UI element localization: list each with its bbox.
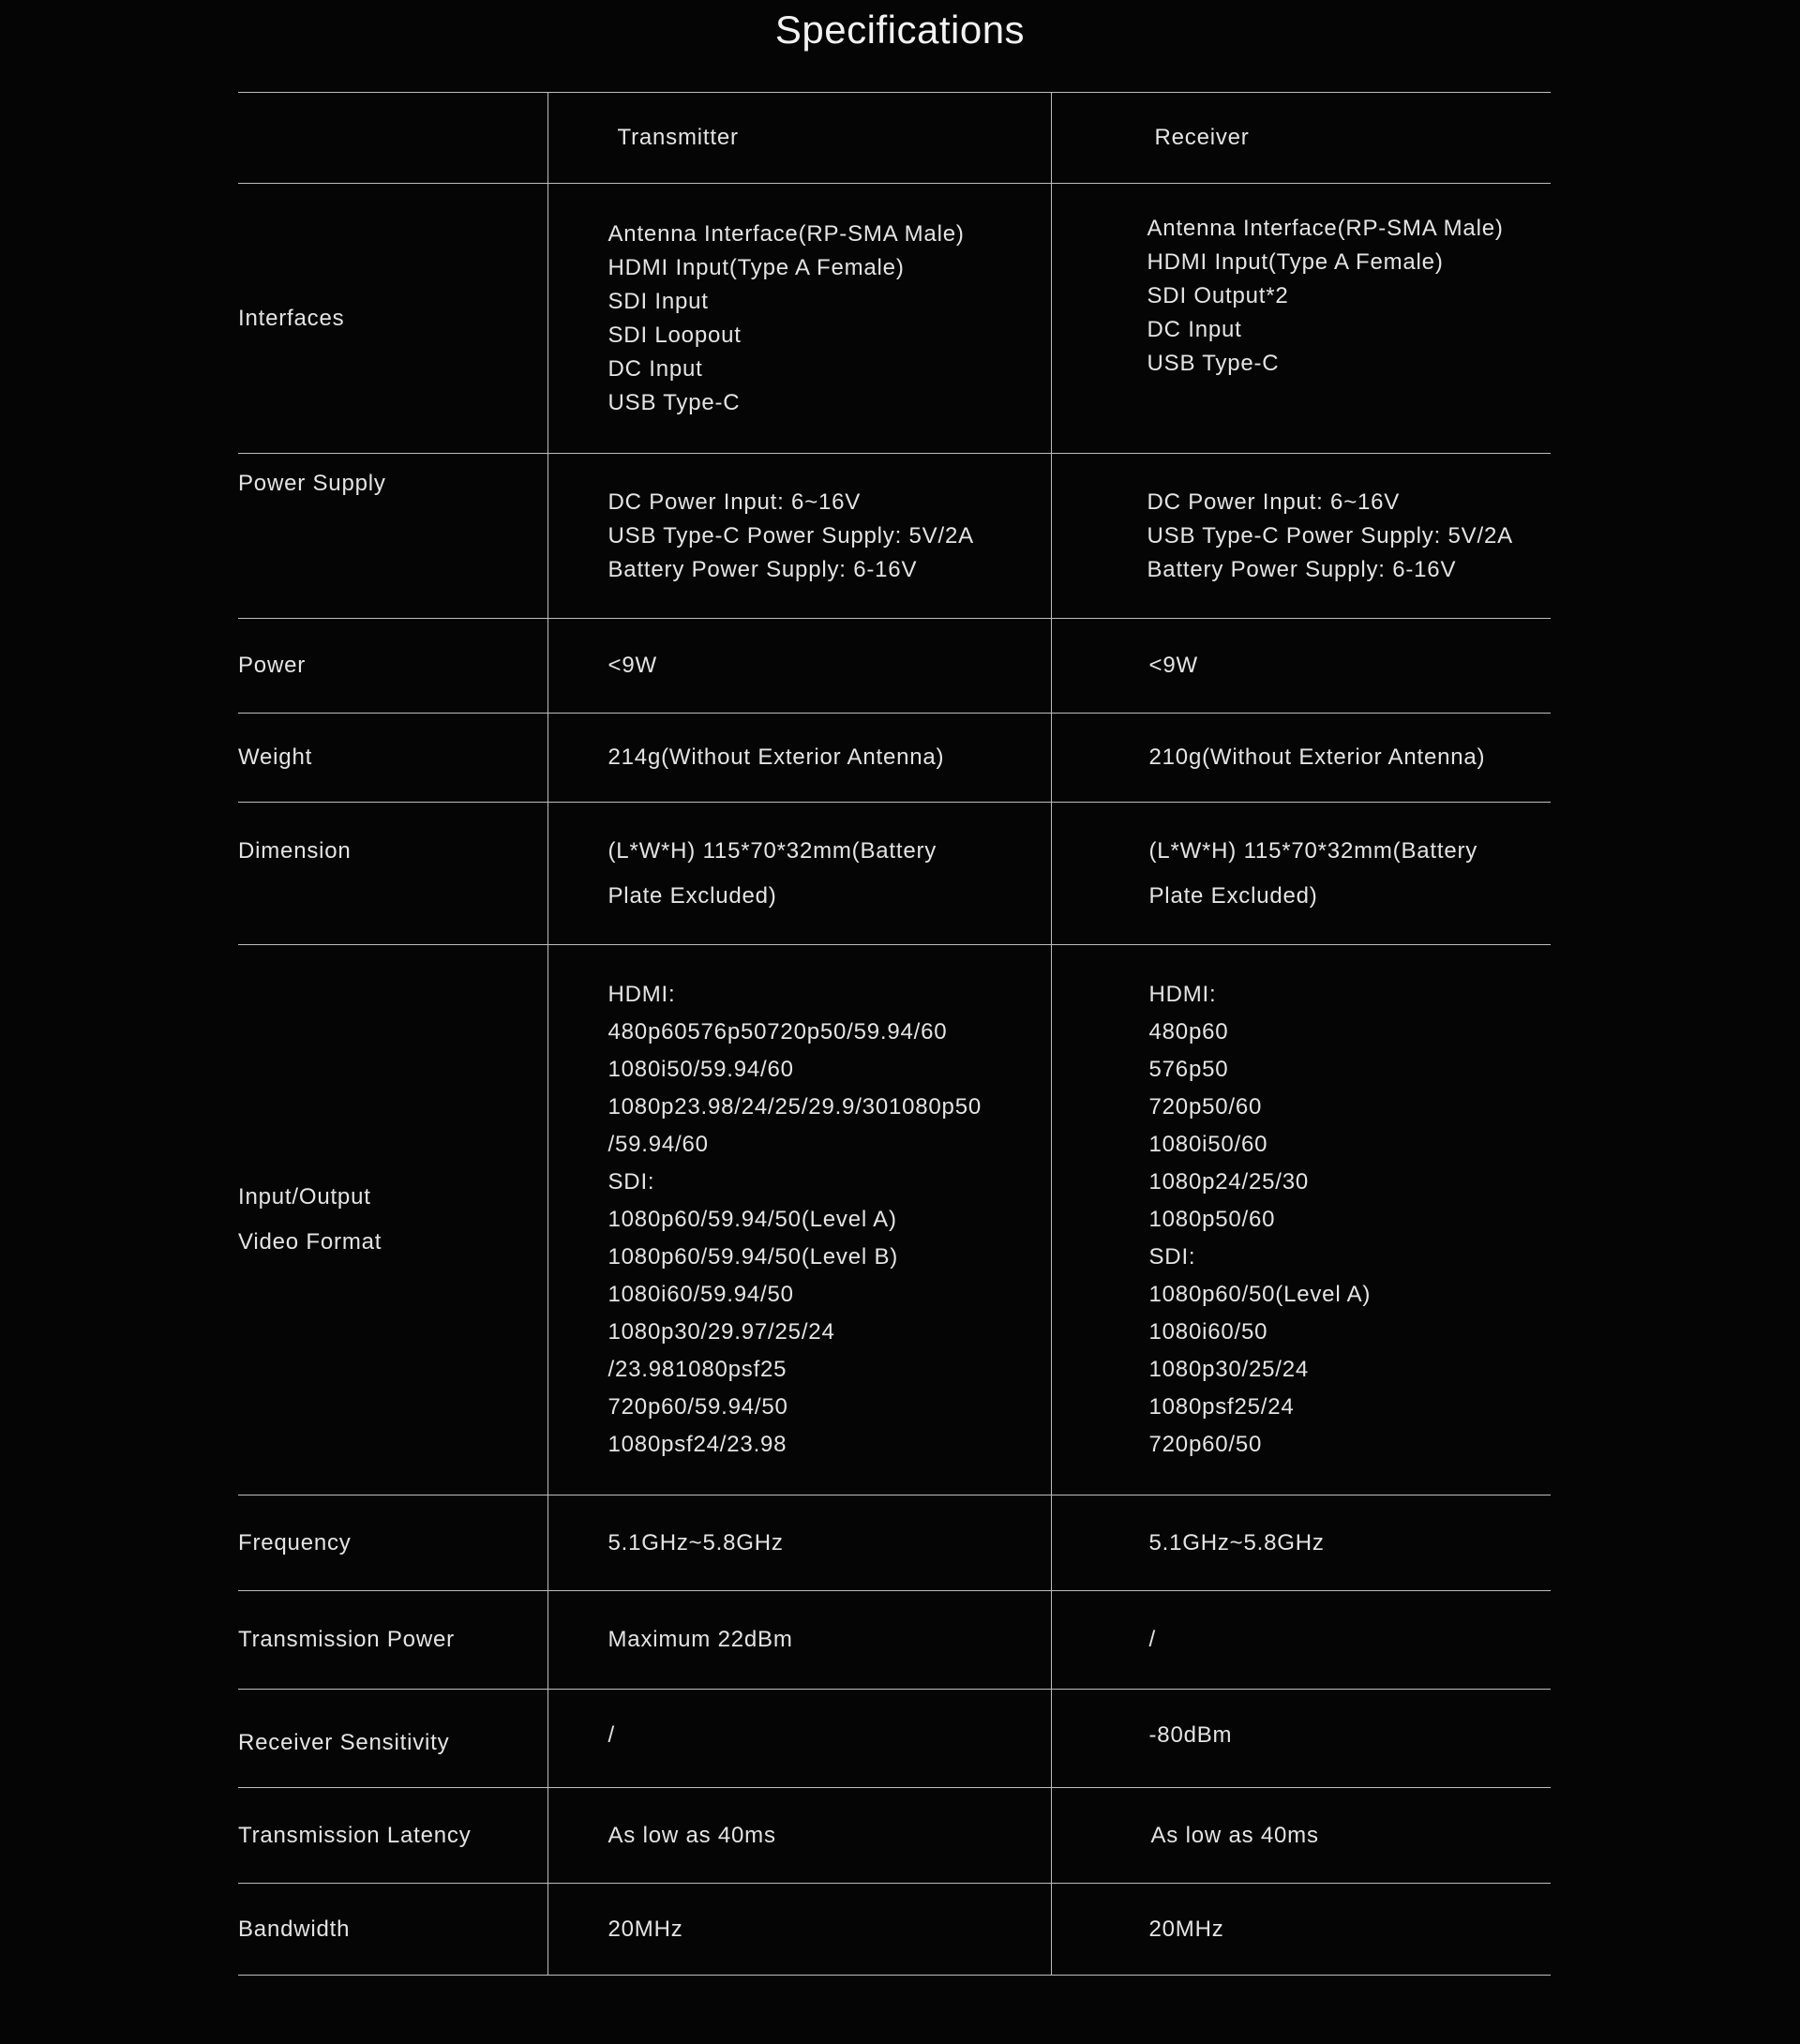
row-label-video-format	[238, 945, 548, 1495]
header-empty-cell	[238, 93, 548, 184]
list-item: HDMI:	[608, 982, 676, 1007]
list-item: 576p50	[1148, 1057, 1229, 1082]
row-label-dimension: Dimension	[238, 803, 548, 945]
list-item: 1080p60/59.94/50(Level B)	[608, 1244, 899, 1270]
list-item: 480p60	[1148, 1019, 1229, 1045]
row-label-transmission-latency: Transmission Latency	[238, 1788, 548, 1884]
cell-receiver-weight: 210g(Without Exterior Antenna)	[1051, 714, 1551, 803]
page-title: Specifications	[774, 8, 1026, 52]
list-item: (L*W*H) 115*70*32mm(Battery	[608, 837, 938, 864]
cell-transmitter-video-format	[548, 945, 1051, 1495]
row-label-line: Input/Output	[238, 1184, 371, 1210]
cell-receiver-frequency: 5.1GHz~5.8GHz	[1051, 1495, 1551, 1591]
row-label-interfaces: Interfaces	[238, 184, 548, 454]
row-label-weight: Weight	[238, 714, 548, 803]
table-row-interfaces	[238, 184, 1551, 454]
list-item: 1080p30/29.97/25/24	[608, 1319, 835, 1345]
cell-receiver-power: <9W	[1051, 619, 1551, 714]
table-row-weight	[238, 714, 1551, 803]
list-item: DC Input	[1147, 317, 1242, 342]
cell-transmitter-interfaces	[548, 184, 1051, 454]
cell-receiver-interfaces	[1051, 184, 1551, 454]
list-item: 720p60/50	[1148, 1432, 1263, 1457]
cell-receiver-video-format	[1051, 945, 1551, 1495]
table-row-dimension	[238, 803, 1551, 945]
cell-transmitter-power: <9W	[548, 619, 1051, 714]
cell-receiver-dimension	[1051, 803, 1551, 945]
row-label-power: Power	[238, 619, 548, 714]
list-item: 1080i60/59.94/50	[608, 1282, 794, 1307]
list-item: Battery Power Supply: 6-16V	[608, 556, 918, 582]
list-item: 1080i60/50	[1148, 1319, 1268, 1345]
list-item: Plate Excluded)	[1148, 882, 1318, 909]
table-row-transmission-latency	[238, 1788, 1551, 1884]
list-item: USB Type-C Power Supply: 5V/2A	[608, 522, 974, 549]
list-item: /59.94/60	[608, 1132, 709, 1157]
list-item: SDI Loopout	[608, 322, 742, 348]
list-item: 1080p60/59.94/50(Level A)	[608, 1207, 897, 1232]
cell-transmitter-transmission-power: Maximum 22dBm	[548, 1591, 1051, 1690]
list-item: HDMI:	[1148, 982, 1217, 1007]
list-item: 720p60/59.94/50	[608, 1394, 788, 1420]
list-item: Battery Power Supply: 6-16V	[1147, 556, 1457, 582]
table-row-receiver-sensitivity	[238, 1690, 1551, 1788]
list-item: DC Input	[608, 355, 703, 382]
column-header-transmitter: Transmitter	[548, 93, 1051, 184]
cell-receiver-receiver-sensitivity: -80dBm	[1051, 1690, 1551, 1788]
list-item: 1080p60/50(Level A)	[1148, 1282, 1372, 1307]
row-label-line: Video Format	[238, 1229, 382, 1255]
list-item: 480p60576p50720p50/59.94/60	[608, 1019, 948, 1045]
list-item: 1080p24/25/30	[1148, 1169, 1310, 1195]
list-item: Antenna Interface(RP-SMA Male)	[608, 220, 965, 247]
cell-receiver-power-supply	[1051, 454, 1551, 619]
list-item: 1080p30/25/24	[1148, 1357, 1310, 1382]
row-label-transmission-power: Transmission Power	[238, 1591, 548, 1690]
cell-transmitter-power-supply	[548, 454, 1051, 619]
cell-receiver-transmission-power: /	[1051, 1591, 1551, 1690]
list-item: 1080psf24/23.98	[608, 1432, 788, 1457]
list-item: SDI:	[608, 1169, 655, 1195]
row-label-frequency: Frequency	[238, 1495, 548, 1591]
list-item: USB Type-C	[1147, 351, 1280, 376]
table-row-power	[238, 619, 1551, 714]
list-item: 1080i50/60	[1148, 1132, 1268, 1157]
list-item: (L*W*H) 115*70*32mm(Battery	[1148, 837, 1478, 864]
list-item: DC Power Input: 6~16V	[608, 488, 862, 515]
list-item: /23.981080psf25	[608, 1357, 788, 1382]
row-label-power-supply: Power Supply	[238, 454, 548, 619]
cell-receiver-bandwidth: 20MHz	[1051, 1884, 1551, 1976]
list-item: SDI Output*2	[1147, 283, 1289, 308]
list-item: USB Type-C	[608, 389, 741, 415]
specifications-table	[238, 92, 1551, 1976]
table-row-power-supply	[238, 454, 1551, 619]
cell-receiver-transmission-latency: As low as 40ms	[1051, 1788, 1551, 1884]
cell-transmitter-transmission-latency: As low as 40ms	[548, 1788, 1051, 1884]
row-label-bandwidth: Bandwidth	[238, 1884, 548, 1976]
table-header-row	[238, 93, 1551, 184]
list-item: HDMI Input(Type A Female)	[608, 254, 905, 280]
list-item: DC Power Input: 6~16V	[1147, 488, 1401, 515]
table-row-transmission-power	[238, 1591, 1551, 1690]
cell-transmitter-bandwidth: 20MHz	[548, 1884, 1051, 1976]
table-row-video-format	[238, 945, 1551, 1495]
cell-transmitter-dimension	[548, 803, 1051, 945]
list-item: 1080p50/60	[1148, 1207, 1276, 1232]
list-item: SDI:	[1148, 1244, 1196, 1270]
cell-transmitter-frequency: 5.1GHz~5.8GHz	[548, 1495, 1051, 1591]
table-row-frequency	[238, 1495, 1551, 1591]
list-item: 1080i50/59.94/60	[608, 1057, 794, 1082]
list-item: HDMI Input(Type A Female)	[1147, 249, 1444, 275]
table-row-bandwidth	[238, 1884, 1551, 1976]
list-item: SDI Input	[608, 288, 709, 314]
cell-transmitter-receiver-sensitivity: /	[548, 1690, 1051, 1788]
list-item: Antenna Interface(RP-SMA Male)	[1147, 216, 1504, 241]
list-item: 720p50/60	[1148, 1094, 1263, 1120]
cell-transmitter-weight: 214g(Without Exterior Antenna)	[548, 714, 1051, 803]
list-item: 1080p23.98/24/25/29.9/301080p50	[608, 1094, 982, 1120]
row-label-receiver-sensitivity: Receiver Sensitivity	[238, 1690, 548, 1788]
list-item: 1080psf25/24	[1148, 1394, 1295, 1420]
column-header-receiver: Receiver	[1051, 93, 1551, 184]
list-item: USB Type-C Power Supply: 5V/2A	[1147, 522, 1513, 549]
list-item: Plate Excluded)	[608, 882, 777, 909]
